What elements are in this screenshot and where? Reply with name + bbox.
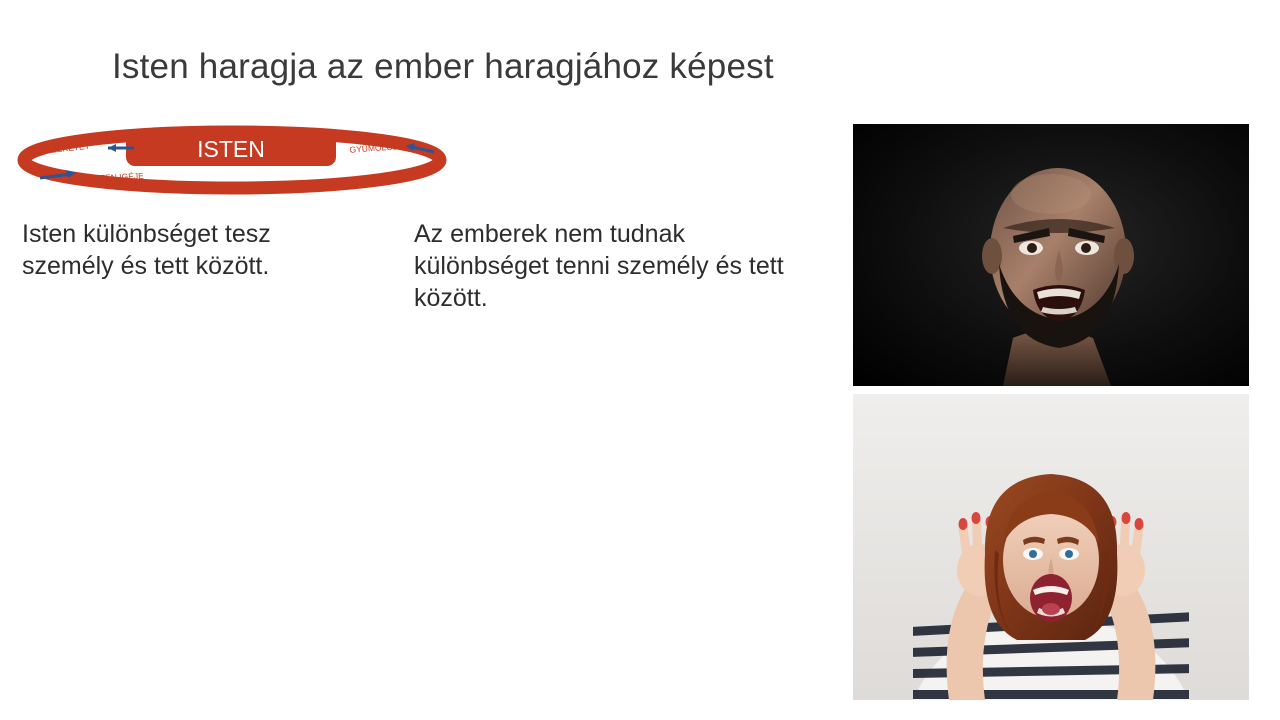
body-text-right: Az emberek nem tudnak különbséget tenni személy és tett között. (414, 220, 784, 312)
diagram-center-label: ISTEN (197, 136, 265, 162)
page-title: Isten haragja az ember haragjához képest (112, 47, 774, 86)
diagram-bottom-label: ISTEN IGÉJE (91, 170, 145, 184)
angry-bald-man-photo (853, 124, 1249, 386)
isten-cycle-diagram (16, 124, 448, 196)
diagram-left-label: SZERETET (45, 140, 91, 156)
diagram-right-label: GYÜMÖLCS (349, 141, 399, 155)
screaming-woman-photo (853, 394, 1249, 700)
body-text-left: Isten különbséget tesz személy és tett között. (22, 220, 271, 280)
